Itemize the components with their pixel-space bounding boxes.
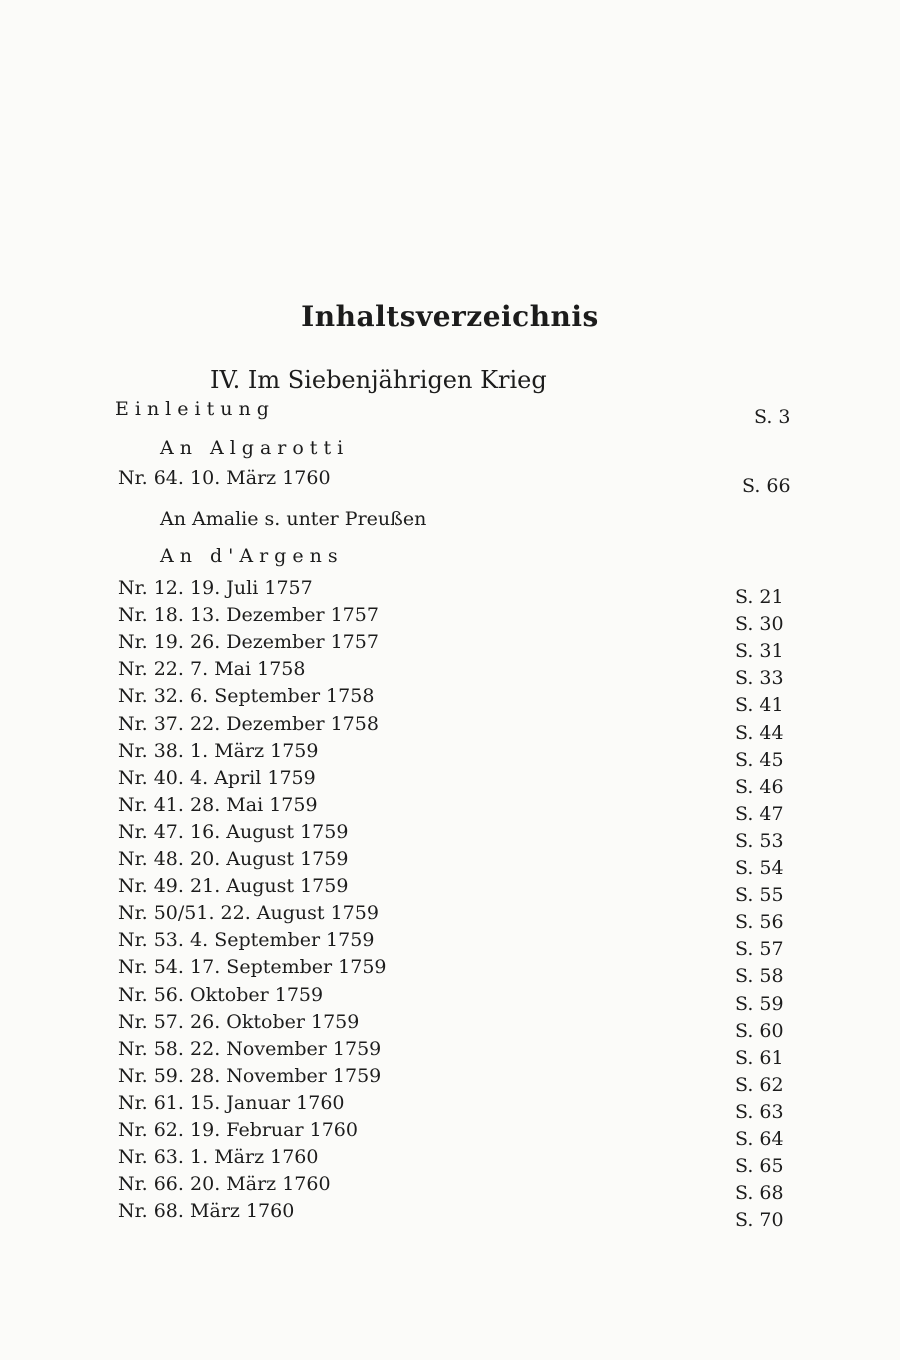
entry-text bbox=[118, 1173, 331, 1195]
entry-number: Nr. 66. bbox=[118, 1173, 184, 1196]
entry-number: Nr. 22. bbox=[118, 658, 184, 681]
dargens-entry bbox=[0, 820, 900, 852]
entry-date: 6. September 1758 bbox=[190, 685, 375, 708]
entry-text bbox=[118, 1065, 381, 1087]
entry-date: 26. Dezember 1757 bbox=[190, 631, 379, 654]
dargens-entry bbox=[0, 631, 900, 663]
entry-date: 22. November 1759 bbox=[190, 1037, 382, 1060]
entry-text bbox=[118, 467, 331, 489]
dargens-entry bbox=[0, 929, 900, 961]
algarotti-entry bbox=[0, 467, 900, 497]
entry-number: Nr. 47. bbox=[118, 820, 184, 843]
dargens-entry bbox=[0, 956, 900, 988]
entry-text bbox=[118, 956, 387, 978]
entry-text bbox=[118, 658, 305, 680]
entry-text bbox=[118, 577, 313, 599]
dargens-entry bbox=[0, 1173, 900, 1205]
entry-page: S. 60 bbox=[735, 1019, 784, 1042]
dargens-entry bbox=[0, 1200, 900, 1232]
dargens-entry bbox=[0, 766, 900, 798]
entry-page: S. 68 bbox=[735, 1182, 784, 1205]
entry-page: S. 65 bbox=[735, 1155, 784, 1178]
entry-page: S. 59 bbox=[735, 992, 784, 1015]
entry-text bbox=[118, 604, 379, 626]
entry-page: S. 58 bbox=[735, 965, 784, 988]
entry-text bbox=[118, 1119, 358, 1141]
entry-text bbox=[118, 794, 318, 816]
intro-page: S. 3 bbox=[754, 406, 791, 428]
dargens-entry bbox=[0, 577, 900, 608]
entry-date: 4. September 1759 bbox=[190, 929, 375, 952]
entry-date: 1. März 1759 bbox=[190, 739, 319, 762]
dargens-entry bbox=[0, 1010, 900, 1042]
entry-page: S. 30 bbox=[735, 613, 784, 636]
entry-date: 20. März 1760 bbox=[190, 1173, 331, 1196]
entry-date: 19. Februar 1760 bbox=[190, 1119, 358, 1141]
dargens-entry bbox=[0, 983, 900, 1015]
entry-text bbox=[118, 631, 379, 653]
entry-number: Nr. 68. bbox=[118, 1200, 184, 1223]
entry-date: 19. Juli 1757 bbox=[190, 577, 313, 599]
entry-date: 4. April 1759 bbox=[190, 766, 316, 789]
entry-text bbox=[118, 902, 379, 924]
entry-text bbox=[118, 1038, 381, 1060]
entry-number: Nr. 63. bbox=[118, 1146, 184, 1169]
entry-page: S. 70 bbox=[735, 1209, 784, 1232]
entry-text bbox=[118, 1011, 359, 1033]
entry-number: Nr. 49. bbox=[118, 875, 184, 898]
entry-number: Nr. 53. bbox=[118, 929, 184, 952]
entry-page: S. 45 bbox=[735, 748, 784, 771]
entry-text bbox=[118, 821, 348, 843]
dargens-entry bbox=[0, 1091, 900, 1123]
entry-number: Nr. 37. bbox=[118, 712, 184, 735]
entry-date: Oktober 1759 bbox=[190, 983, 324, 1006]
entry-page: S. 46 bbox=[735, 775, 784, 798]
entry-text bbox=[118, 984, 323, 1006]
algarotti-heading: An Algarotti bbox=[160, 437, 350, 459]
dargens-entry bbox=[0, 685, 900, 717]
entry-page: S. 44 bbox=[735, 721, 784, 744]
entry-date: 1. März 1760 bbox=[190, 1146, 319, 1169]
entry-text bbox=[118, 713, 379, 735]
entry-page: S. 31 bbox=[735, 640, 784, 663]
page-title: Inhaltsverzeichnis bbox=[301, 300, 599, 333]
amalie-heading: An Amalie s. unter Preußen bbox=[160, 508, 427, 530]
dargens-entry bbox=[0, 1119, 900, 1150]
entry-text bbox=[118, 685, 374, 707]
entry-page: S. 41 bbox=[735, 694, 784, 717]
entry-number: Nr. 54. bbox=[118, 956, 184, 979]
part-heading: IV. Im Siebenjährigen Krieg bbox=[210, 366, 547, 394]
entry-page: S. 62 bbox=[735, 1073, 784, 1096]
entry-page: S. 64 bbox=[735, 1128, 784, 1150]
entry-date: März 1760 bbox=[190, 1200, 295, 1223]
entry-date: 13. Dezember 1757 bbox=[190, 604, 379, 627]
entry-page: S. 54 bbox=[735, 857, 784, 879]
entry-number: Nr. 40. bbox=[118, 766, 184, 789]
entry-text bbox=[118, 929, 374, 951]
entry-page: S. 56 bbox=[735, 911, 784, 934]
entry-number: Nr. 56. bbox=[118, 983, 184, 1006]
entry-text bbox=[118, 848, 348, 870]
entry-number: Nr. 64. bbox=[118, 467, 184, 489]
entry-page: S. 57 bbox=[735, 938, 784, 961]
entry-date: 15. Januar 1760 bbox=[190, 1091, 345, 1114]
entry-text bbox=[118, 875, 348, 897]
entry-date: 16. August 1759 bbox=[190, 820, 349, 843]
entry-text bbox=[118, 1092, 345, 1114]
entry-number: Nr. 38. bbox=[118, 739, 184, 762]
dargens-entry bbox=[0, 1037, 900, 1069]
dargens-entry bbox=[0, 875, 900, 907]
dargens-entry bbox=[0, 658, 900, 690]
entry-page: S. 21 bbox=[735, 586, 784, 608]
entry-date: 22. Dezember 1758 bbox=[190, 712, 379, 735]
entry-number: Nr. 18. bbox=[118, 604, 184, 627]
dargens-entry bbox=[0, 848, 900, 879]
entry-text bbox=[118, 1146, 318, 1168]
entry-date: 26. Oktober 1759 bbox=[190, 1010, 360, 1033]
dargens-heading: An d'Argens bbox=[160, 545, 344, 567]
entry-number: Nr. 58. bbox=[118, 1037, 184, 1060]
entry-number: Nr. 57. bbox=[118, 1010, 184, 1033]
intro-label: Einleitung bbox=[115, 398, 275, 420]
entry-page: S. 47 bbox=[735, 802, 784, 825]
entry-number: Nr. 59. bbox=[118, 1064, 184, 1087]
entry-number: Nr. 32. bbox=[118, 685, 184, 708]
dargens-entry bbox=[0, 1064, 900, 1096]
entry-number: Nr. 48. bbox=[118, 848, 184, 870]
entry-date: 28. November 1759 bbox=[190, 1064, 382, 1087]
entry-date: 21. August 1759 bbox=[190, 875, 349, 898]
entry-page: S. 55 bbox=[735, 884, 784, 907]
dargens-entry bbox=[0, 739, 900, 771]
entry-date: 17. September 1759 bbox=[190, 956, 387, 979]
entry-number: Nr. 62. bbox=[118, 1119, 184, 1141]
dargens-entry bbox=[0, 712, 900, 744]
dargens-entry bbox=[0, 902, 900, 934]
entry-date: 20. August 1759 bbox=[190, 848, 349, 870]
intro-line bbox=[0, 398, 900, 428]
dargens-entry bbox=[0, 793, 900, 825]
entry-number: Nr. 50/51. bbox=[118, 902, 215, 925]
entry-page: S. 53 bbox=[735, 829, 784, 852]
dargens-entry bbox=[0, 604, 900, 636]
entry-number: Nr. 12. bbox=[118, 577, 184, 599]
entry-page: S. 66 bbox=[742, 475, 791, 497]
entry-number: Nr. 61. bbox=[118, 1091, 184, 1114]
entry-text bbox=[118, 1200, 294, 1222]
entry-number: Nr. 19. bbox=[118, 631, 184, 654]
entry-number: Nr. 41. bbox=[118, 793, 184, 816]
entry-date: 28. Mai 1759 bbox=[190, 793, 318, 816]
entry-page: S. 33 bbox=[735, 667, 784, 690]
entry-date: 22. August 1759 bbox=[220, 902, 379, 925]
entry-text bbox=[118, 767, 316, 789]
entry-page: S. 61 bbox=[735, 1046, 784, 1069]
entry-date: 10. März 1760 bbox=[190, 467, 331, 489]
entry-date: 7. Mai 1758 bbox=[190, 658, 306, 681]
dargens-entry bbox=[0, 1146, 900, 1178]
entry-text bbox=[118, 740, 318, 762]
entry-page: S. 63 bbox=[735, 1100, 784, 1123]
